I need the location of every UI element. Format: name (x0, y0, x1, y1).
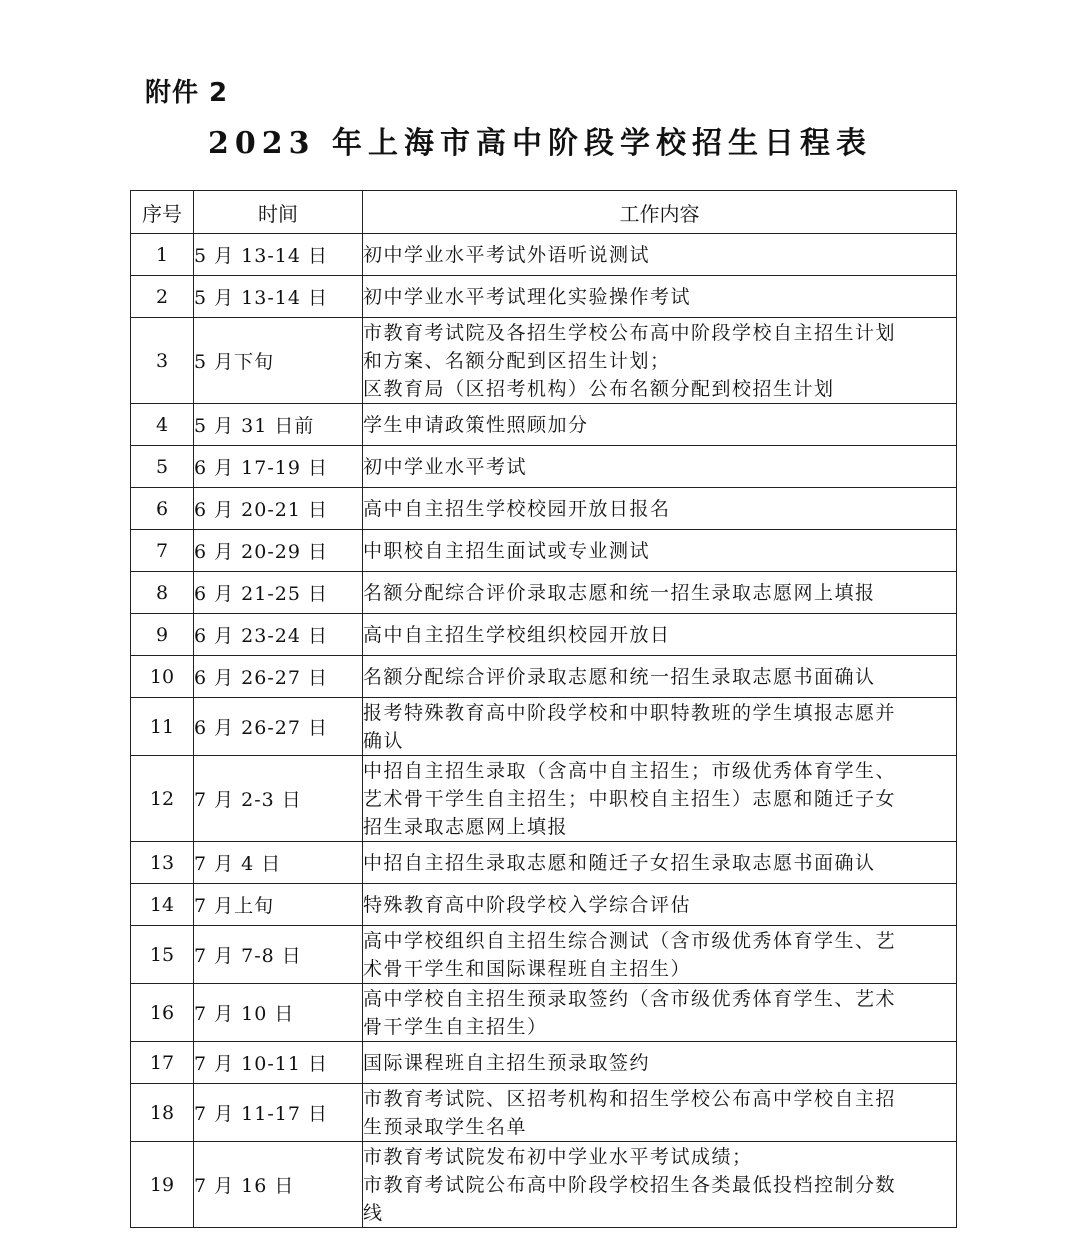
table-row (131, 1084, 957, 1142)
table-row (131, 656, 957, 698)
table-row (131, 698, 957, 756)
row-number: 4 (131, 404, 194, 446)
content-line: 高中学校自主招生预录取签约（含市级优秀体育学生、艺术 (363, 987, 897, 1010)
row-time: 6 月 17-19 日 (194, 446, 363, 488)
table-row (131, 318, 957, 404)
content-line: 高中学校组织自主招生综合测试（含市级优秀体育学生、艺 (363, 929, 897, 952)
table-header-row (131, 191, 957, 234)
content-line: 艺术骨干学生自主招生；中职校自主招生）志愿和随迁子女 (363, 787, 897, 810)
table-row (131, 446, 957, 488)
table-row (131, 842, 957, 884)
content-line: 高中自主招生学校组织校园开放日 (363, 623, 671, 646)
content-line: 初中学业水平考试外语听说测试 (363, 243, 651, 266)
row-number: 10 (131, 656, 194, 698)
row-number: 17 (131, 1042, 194, 1084)
content-line: 中招自主招生录取（含高中自主招生；市级优秀体育学生、 (363, 759, 897, 782)
row-number: 16 (131, 984, 194, 1042)
content-line: 学生申请政策性照顾加分 (363, 413, 589, 436)
content-line: 骨干学生自主招生） (363, 1015, 548, 1038)
content-line: 和方案、名额分配到区招生计划； (363, 349, 671, 372)
row-time: 6 月 21-25 日 (194, 572, 363, 614)
content-line: 市教育考试院公布高中阶段学校招生各类最低投档控制分数 (363, 1173, 897, 1196)
table-row (131, 530, 957, 572)
table-row (131, 234, 957, 276)
content-line: 招生录取志愿网上填报 (363, 815, 569, 838)
row-time: 7 月 10 日 (194, 984, 363, 1042)
row-number: 7 (131, 530, 194, 572)
content-line: 生预录取学生名单 (363, 1115, 528, 1138)
row-content (363, 1084, 957, 1142)
row-number: 1 (131, 234, 194, 276)
row-content (363, 756, 957, 842)
row-content (363, 698, 957, 756)
row-content (363, 842, 957, 884)
row-content (363, 984, 957, 1042)
content-line: 市教育考试院、区招考机构和招生学校公布高中学校自主招 (363, 1087, 897, 1110)
row-number: 6 (131, 488, 194, 530)
content-line: 名额分配综合评价录取志愿和统一招生录取志愿书面确认 (363, 665, 876, 688)
content-line: 线 (363, 1201, 384, 1224)
attachment-label: 附件 2 (145, 78, 229, 108)
content-line: 初中学业水平考试理化实验操作考试 (363, 285, 692, 308)
content-line: 中招自主招生录取志愿和随迁子女招生录取志愿书面确认 (363, 851, 876, 874)
row-time: 7 月 4 日 (194, 842, 363, 884)
row-time: 5 月 13-14 日 (194, 276, 363, 318)
row-number: 13 (131, 842, 194, 884)
row-content (363, 276, 957, 318)
table-body (131, 234, 957, 1228)
header-content: 工作内容 (363, 191, 957, 234)
row-number: 11 (131, 698, 194, 756)
row-number: 19 (131, 1142, 194, 1228)
row-content (363, 446, 957, 488)
row-time: 7 月 16 日 (194, 1142, 363, 1228)
content-line: 市教育考试院发布初中学业水平考试成绩； (363, 1145, 753, 1168)
row-time: 7 月上旬 (194, 884, 363, 926)
row-content (363, 530, 957, 572)
content-line: 市教育考试院及各招生学校公布高中阶段学校自主招生计划 (363, 321, 897, 344)
row-time: 5 月 13-14 日 (194, 234, 363, 276)
row-number: 3 (131, 318, 194, 404)
content-line: 国际课程班自主招生预录取签约 (363, 1051, 651, 1074)
table-row (131, 404, 957, 446)
row-number: 5 (131, 446, 194, 488)
row-time: 6 月 20-29 日 (194, 530, 363, 572)
table-row (131, 1142, 957, 1228)
row-number: 8 (131, 572, 194, 614)
table-row (131, 1042, 957, 1084)
header-number: 序号 (131, 191, 194, 234)
content-line: 术骨干学生和国际课程班自主招生） (363, 957, 692, 980)
content-line: 中职校自主招生面试或专业测试 (363, 539, 651, 562)
content-line: 高中自主招生学校校园开放日报名 (363, 497, 671, 520)
row-time: 7 月 2-3 日 (194, 756, 363, 842)
content-line: 初中学业水平考试 (363, 455, 528, 478)
row-content (363, 656, 957, 698)
header-time: 时间 (194, 191, 363, 234)
row-number: 12 (131, 756, 194, 842)
row-time: 7 月 7-8 日 (194, 926, 363, 984)
row-content (363, 318, 957, 404)
table-row (131, 984, 957, 1042)
row-time: 6 月 26-27 日 (194, 698, 363, 756)
schedule-table (130, 190, 957, 1228)
row-time: 6 月 26-27 日 (194, 656, 363, 698)
content-line: 特殊教育高中阶段学校入学综合评估 (363, 893, 692, 916)
row-content (363, 572, 957, 614)
content-line: 报考特殊教育高中阶段学校和中职特教班的学生填报志愿并 (363, 701, 897, 724)
row-time: 5 月下旬 (194, 318, 363, 404)
row-number: 18 (131, 1084, 194, 1142)
row-content (363, 614, 957, 656)
content-line: 确认 (363, 729, 405, 752)
row-content (363, 488, 957, 530)
row-number: 2 (131, 276, 194, 318)
table-row (131, 756, 957, 842)
row-content (363, 404, 957, 446)
table-row (131, 572, 957, 614)
table-row (131, 488, 957, 530)
row-time: 5 月 31 日前 (194, 404, 363, 446)
row-time: 7 月 10-11 日 (194, 1042, 363, 1084)
table-row (131, 276, 957, 318)
document-title: 2023 年上海市高中阶段学校招生日程表 (208, 126, 872, 161)
row-time: 7 月 11-17 日 (194, 1084, 363, 1142)
row-number: 15 (131, 926, 194, 984)
content-line: 区教育局（区招考机构）公布名额分配到校招生计划 (363, 377, 835, 400)
table-row (131, 926, 957, 984)
row-number: 9 (131, 614, 194, 656)
row-number: 14 (131, 884, 194, 926)
row-content (363, 884, 957, 926)
table-row (131, 884, 957, 926)
row-time: 6 月 20-21 日 (194, 488, 363, 530)
row-content (363, 1142, 957, 1228)
row-time: 6 月 23-24 日 (194, 614, 363, 656)
row-content (363, 926, 957, 984)
row-content (363, 234, 957, 276)
row-content (363, 1042, 957, 1084)
content-line: 名额分配综合评价录取志愿和统一招生录取志愿网上填报 (363, 581, 876, 604)
table-row (131, 614, 957, 656)
